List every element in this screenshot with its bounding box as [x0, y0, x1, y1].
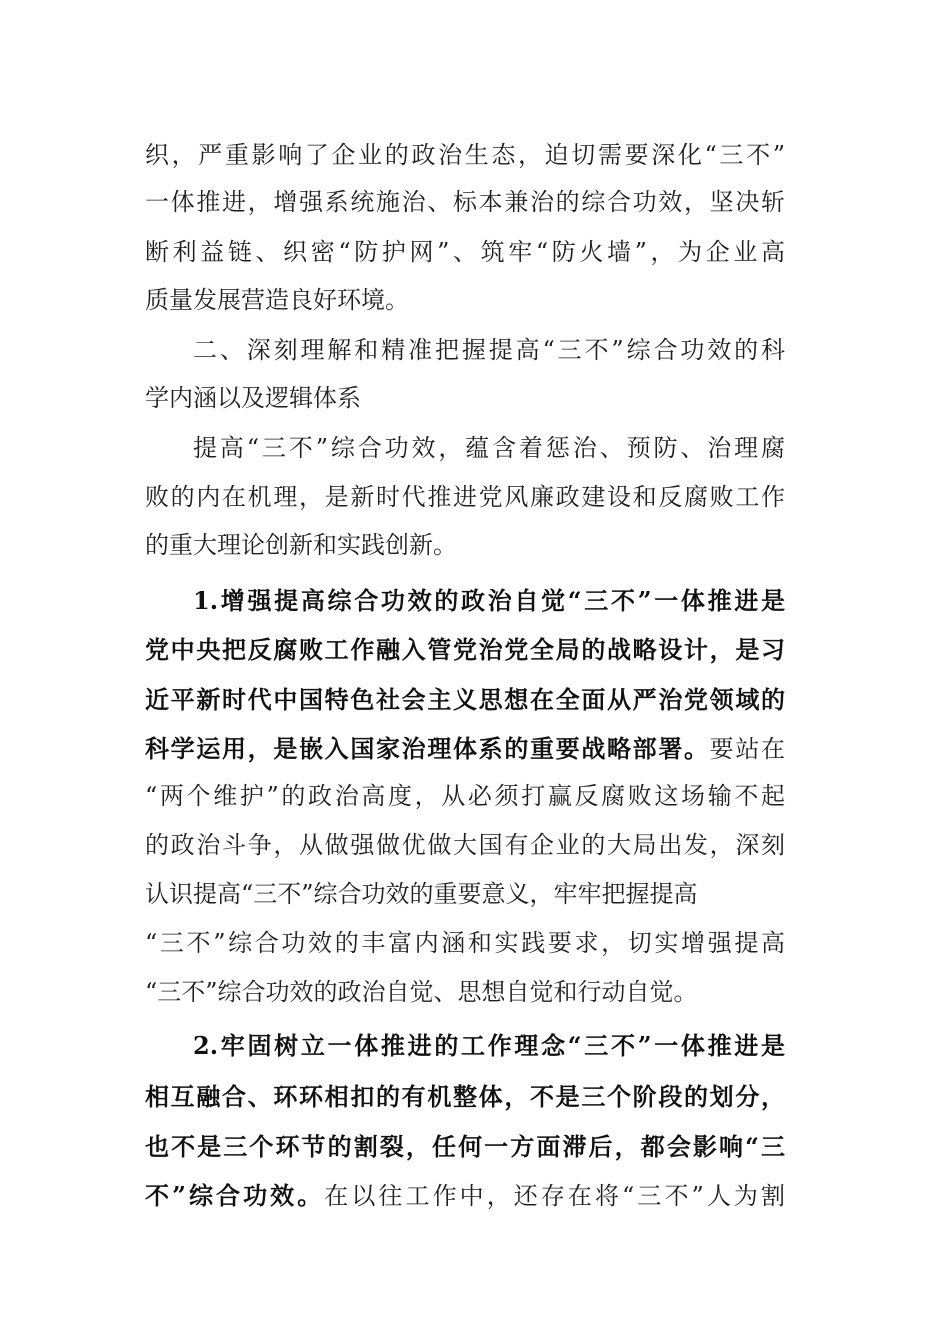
text-line: “三不”综合功效的政治自觉、思想自觉和行动自觉。	[145, 978, 698, 1006]
normal-run: 要站在	[709, 735, 786, 763]
bold-text-line: 也不是三个环节的割裂，任何一方面滞后，都会影响“三	[145, 1132, 785, 1161]
text-line: “两个维护”的政治高度，从必须打赢反腐败这场输不起	[145, 782, 785, 810]
mixed-text-line	[145, 1176, 785, 1216]
bold-text-line: 2.牢固树立一体推进的工作理念“三不”一体推进是	[193, 1031, 785, 1060]
text-line: 败的内在机理，是新时代推进党风廉政建设和反腐败工作	[145, 483, 785, 511]
bold-text-line: 相互融合、环环相扣的有机整体，不是三个阶段的划分，	[145, 1082, 785, 1111]
text-line: 一体推进，增强系统施治、标本兼治的综合功效，坚决斩	[145, 188, 785, 216]
text-line: 的重大理论创新和实践创新。	[145, 531, 457, 559]
section-heading: 学内涵以及逻辑体系	[145, 384, 361, 412]
text-line: “三不”综合功效的丰富内涵和实践要求，切实增强提高	[145, 929, 785, 957]
section-heading: 二、深刻理解和精准把握提高“三不”综合功效的科	[193, 336, 785, 364]
bold-run: 不”综合功效。	[145, 1181, 325, 1210]
bold-run: 科学运用，是嵌入国家治理体系的重要战略部署。	[145, 734, 710, 763]
text-line: 断利益链、织密“防护网”、筑牢“防火墙”，为企业高	[145, 238, 785, 266]
text-line: 提高“三不”综合功效，蕴含着惩治、预防、治理腐	[193, 434, 785, 462]
text-line: 认识提高“三不”综合功效的重要意义，牢牢把握提高	[145, 880, 698, 908]
mixed-text-line	[145, 729, 785, 769]
normal-run: 在以往工作中，还存在将“三不”人为割	[324, 1182, 785, 1210]
bold-text-line: 近平新时代中国特色社会主义思想在全面从严治党领域的	[145, 685, 785, 714]
text-line: 织，严重影响了企业的政治生态，迫切需要深化“三不”	[145, 141, 785, 169]
bold-text-line: 1.增强提高综合功效的政治自觉“三不”一体推进是	[193, 586, 785, 615]
text-line: 质量发展营造良好环境。	[145, 286, 409, 314]
bold-text-line: 党中央把反腐败工作融入管党治党全局的战略设计，是习	[145, 635, 785, 664]
text-line: 的政治斗争，从做强做优做大国有企业的大局出发，深刻	[145, 831, 785, 859]
